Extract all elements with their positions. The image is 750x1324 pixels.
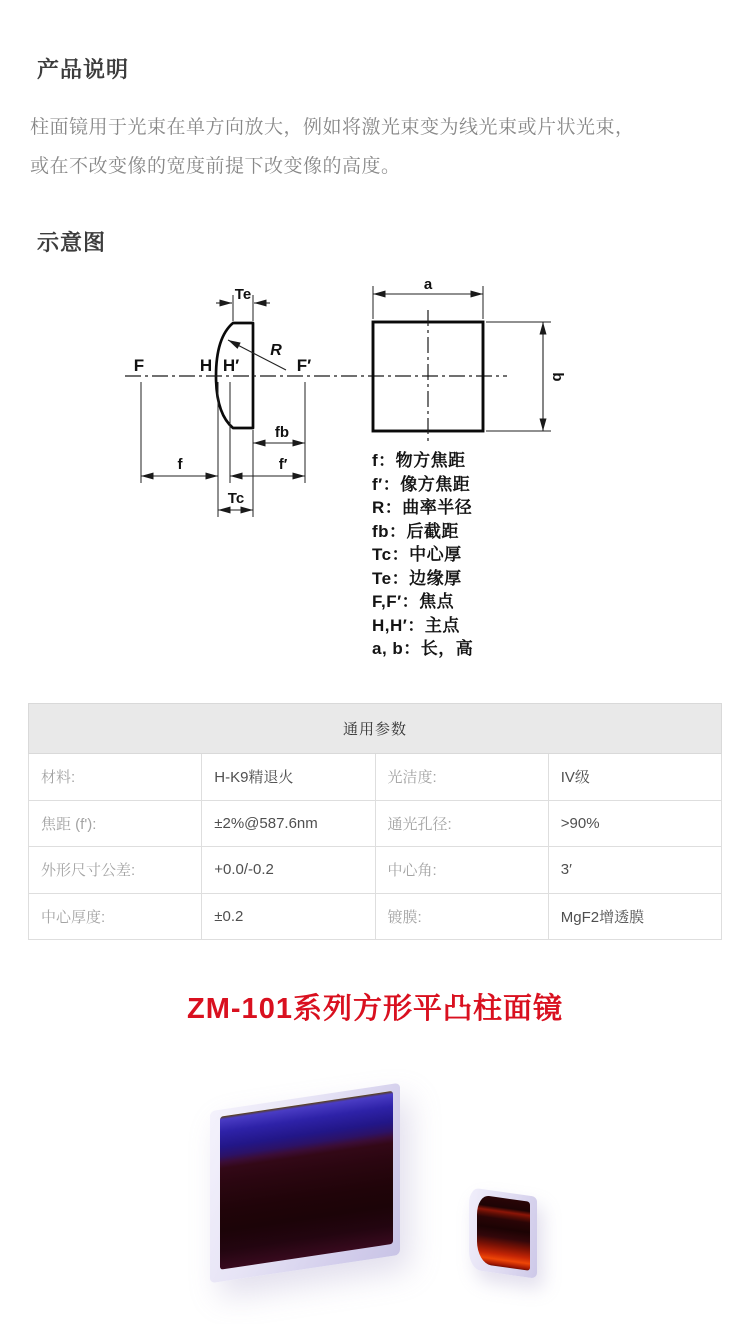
table-row [29,847,722,894]
param-label: 镀膜: [375,893,548,940]
label-f-dim: f [177,456,183,473]
description-line-1: 柱面镜用于光束在单方向放大，例如将激光束变为线光束或片状光束， [30,117,635,138]
section-title-product-description: 产品说明 [37,57,130,82]
legend-item: a, b：长，高 [372,639,474,658]
large-lens-photo [210,1083,400,1283]
table-row [29,800,722,847]
legend-item: F,F′：焦点 [372,592,455,611]
param-label: 通光孔径: [375,800,548,847]
label-b: b [549,372,566,382]
section-title-schematic: 示意图 [37,230,107,255]
legend-item: Te：边缘厚 [372,568,462,588]
dimension-te [216,286,270,321]
large-lens-coated-face [220,1091,393,1270]
param-label: 中心厚度: [29,893,202,940]
param-value: IV级 [548,754,721,801]
param-value: +0.0/-0.2 [202,847,375,894]
product-description [30,108,740,186]
legend-item: f′：像方焦距 [372,474,471,494]
label-fb: fb [274,424,290,441]
label-a: a [423,276,433,293]
dimension-tc [218,490,253,510]
legend-item: Tc：中心厚 [372,545,462,564]
param-value: MgF2增透膜 [548,893,721,940]
legend-item: R：曲率半径 [372,498,473,517]
param-value: ±0.2 [202,893,375,940]
label-focal-point-f: F [133,356,145,375]
param-value: >90% [548,800,721,847]
param-label: 焦距 (f'): [29,800,202,847]
general-params-section [28,703,722,940]
table-row [29,893,722,940]
param-value: ±2%@587.6nm [202,800,375,847]
small-lens-coated-face [477,1194,530,1270]
legend-item: fb：后截距 [372,521,460,541]
label-f-prime-dim: f′ [278,456,288,473]
label-r: R [270,342,282,359]
param-label: 外形尺寸公差: [29,847,202,894]
dimension-f [141,456,218,476]
description-line-2: 或在不改变像的宽度前提下改变像的高度。 [30,156,401,177]
table-title: 通用参数 [29,704,722,754]
general-params-table [28,703,722,940]
param-label: 中心角: [375,847,548,894]
dimension-fb [253,424,305,443]
series-title: ZM-101系列方形平凸柱面镜 [187,993,563,1025]
schematic-legend [372,449,473,661]
legend-item: H,H′：主点 [372,615,460,635]
dimension-f-prime [230,456,305,476]
label-te: Te [234,286,252,303]
label-principal-point-h-prime: H′ [222,356,240,375]
small-lens-photo [469,1187,537,1279]
param-value: 3′ [548,847,721,894]
param-label: 光洁度: [375,754,548,801]
label-tc: Tc [227,490,245,507]
param-label: 材料: [29,754,202,801]
legend-item: f：物方焦距 [372,451,466,470]
param-value: H-K9精退火 [202,754,375,801]
label-principal-point-h: H [199,356,213,375]
table-row [29,754,722,801]
label-focal-point-f-prime: F′ [296,356,312,375]
